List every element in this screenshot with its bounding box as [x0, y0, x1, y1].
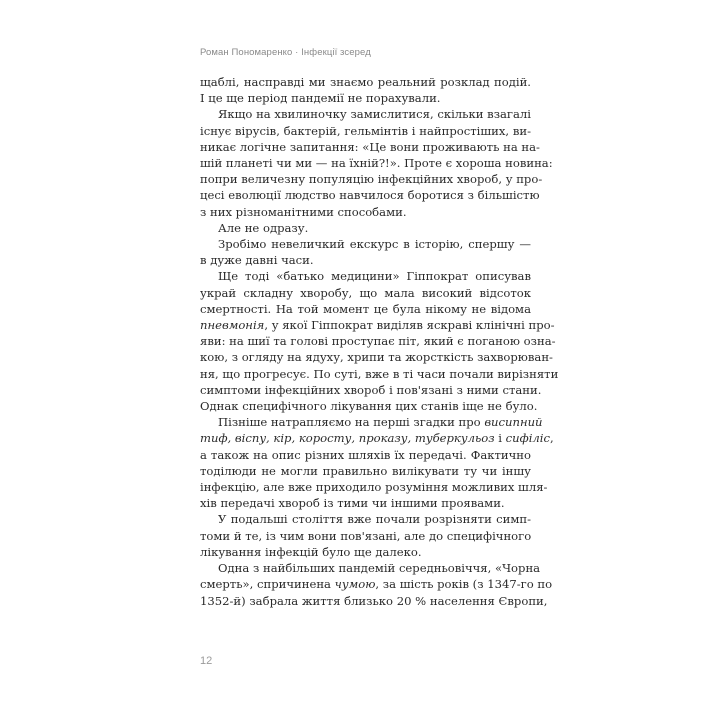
text-line: Але не одразу. [218, 220, 309, 235]
text-line: кою, з огляду на ядуху, хрипи та жорсткість захворюван- [200, 350, 553, 365]
italic-term: висипний [484, 415, 543, 430]
text-line: попри величезну популяцію інфекційних хвороб, у про- [200, 172, 543, 187]
paragraph [200, 414, 554, 511]
text-line: існує вірусів, бактерій, гельмінтів і найпростіших, ви- [200, 123, 531, 138]
text-line: в дуже давні часи. [200, 253, 314, 268]
running-head [200, 47, 371, 58]
text-line: никає логічне запитання: «Це вони проживають на на- [200, 139, 540, 154]
text-line: Якщо на хвилиночку замислитися, скільки взагалі [218, 107, 531, 122]
text-line: цесі еволюції людство навчилося боротися з більшістю [200, 188, 540, 203]
paragraph [200, 268, 559, 414]
italic-term: пневмонія [200, 318, 265, 333]
italic-term: сифіліс [505, 431, 550, 446]
text-line: тоділюди не могли правильно вилікувати ту чи іншу [200, 463, 531, 478]
paragraph [200, 220, 531, 236]
paragraph [200, 560, 553, 609]
text-line: Одна з найбільших пандемій середньовіччя, «Чорна [218, 561, 541, 576]
text-line: ня, що прогресує. По суті, вже в ті часи почали вирізняти [200, 366, 559, 381]
text-line: шій планеті чи ми — на їхній?!». Проте є хороша новина: [200, 156, 553, 171]
text-line: яви: на шиї та голові проступає піт, який є поганою озна- [200, 334, 556, 349]
text-line: томи й те, із чим вони пов'язані, але до специфічного [200, 528, 532, 543]
text-line: Пізніше натрапляємо на перші згадки про висипний [218, 415, 543, 430]
text-line: пневмонія, у якої Гіппократ виділяв яскраві клінічні про- [200, 318, 555, 333]
text-line: смертності. На той момент це була нікому не відома [200, 301, 531, 316]
text-line: а також на опис різних шляхів їх передачі. Фактично [200, 447, 531, 462]
running-head-title: Інфекції зсеред [301, 47, 371, 58]
body-text [200, 74, 559, 609]
text-line: украй складну хворобу, що мала високий відсоток [200, 285, 531, 300]
text-line: смерть», спричинена чумою, за шість років (з 1347-го по [200, 577, 553, 592]
text-line: тиф, віспу, кір, коросту, проказу, туберкульоз і сифіліс, [200, 431, 554, 446]
running-head-author: Роман Пономаренко [200, 47, 293, 58]
text-line: лікування інфекцій було ще далеко. [200, 544, 422, 559]
italic-term: чумою [334, 577, 376, 592]
text-line: Ще тоді «батько медицини» Гіппократ описував [218, 269, 531, 284]
text-line: щаблі, насправді ми знаємо реальний розклад подій. [200, 75, 531, 89]
text-line: хів передачі хвороб із тими чи іншими проявами. [200, 496, 505, 511]
text-line: інфекцію, але вже приходило розуміння можливих шля- [200, 480, 548, 495]
text-line: Зробімо невеличкий екскурс в історію, спершу — [218, 237, 531, 252]
page-number: 12 [200, 655, 213, 667]
text-line: симптоми інфекційних хвороб і пов'язані з ними стани. [200, 382, 542, 397]
paragraph [200, 74, 531, 106]
text-line: Однак специфічного лікування цих станів іще не було. [200, 399, 538, 414]
paragraph [200, 106, 553, 219]
text-line: У подальші століття вже почали розрізняти симп- [218, 512, 531, 527]
running-head-separator: · [295, 47, 299, 58]
text-line: з них різноманітними способами. [200, 204, 407, 219]
text-line: 1352-й) забрала життя близько 20 % населення Європи, [200, 593, 548, 608]
paragraph [200, 511, 531, 560]
paragraph [200, 236, 531, 268]
italic-term: тиф, віспу, кір, коросту, проказу, туберкульоз [200, 431, 495, 446]
text-line: І це ще період пандемії не порахували. [200, 91, 441, 106]
